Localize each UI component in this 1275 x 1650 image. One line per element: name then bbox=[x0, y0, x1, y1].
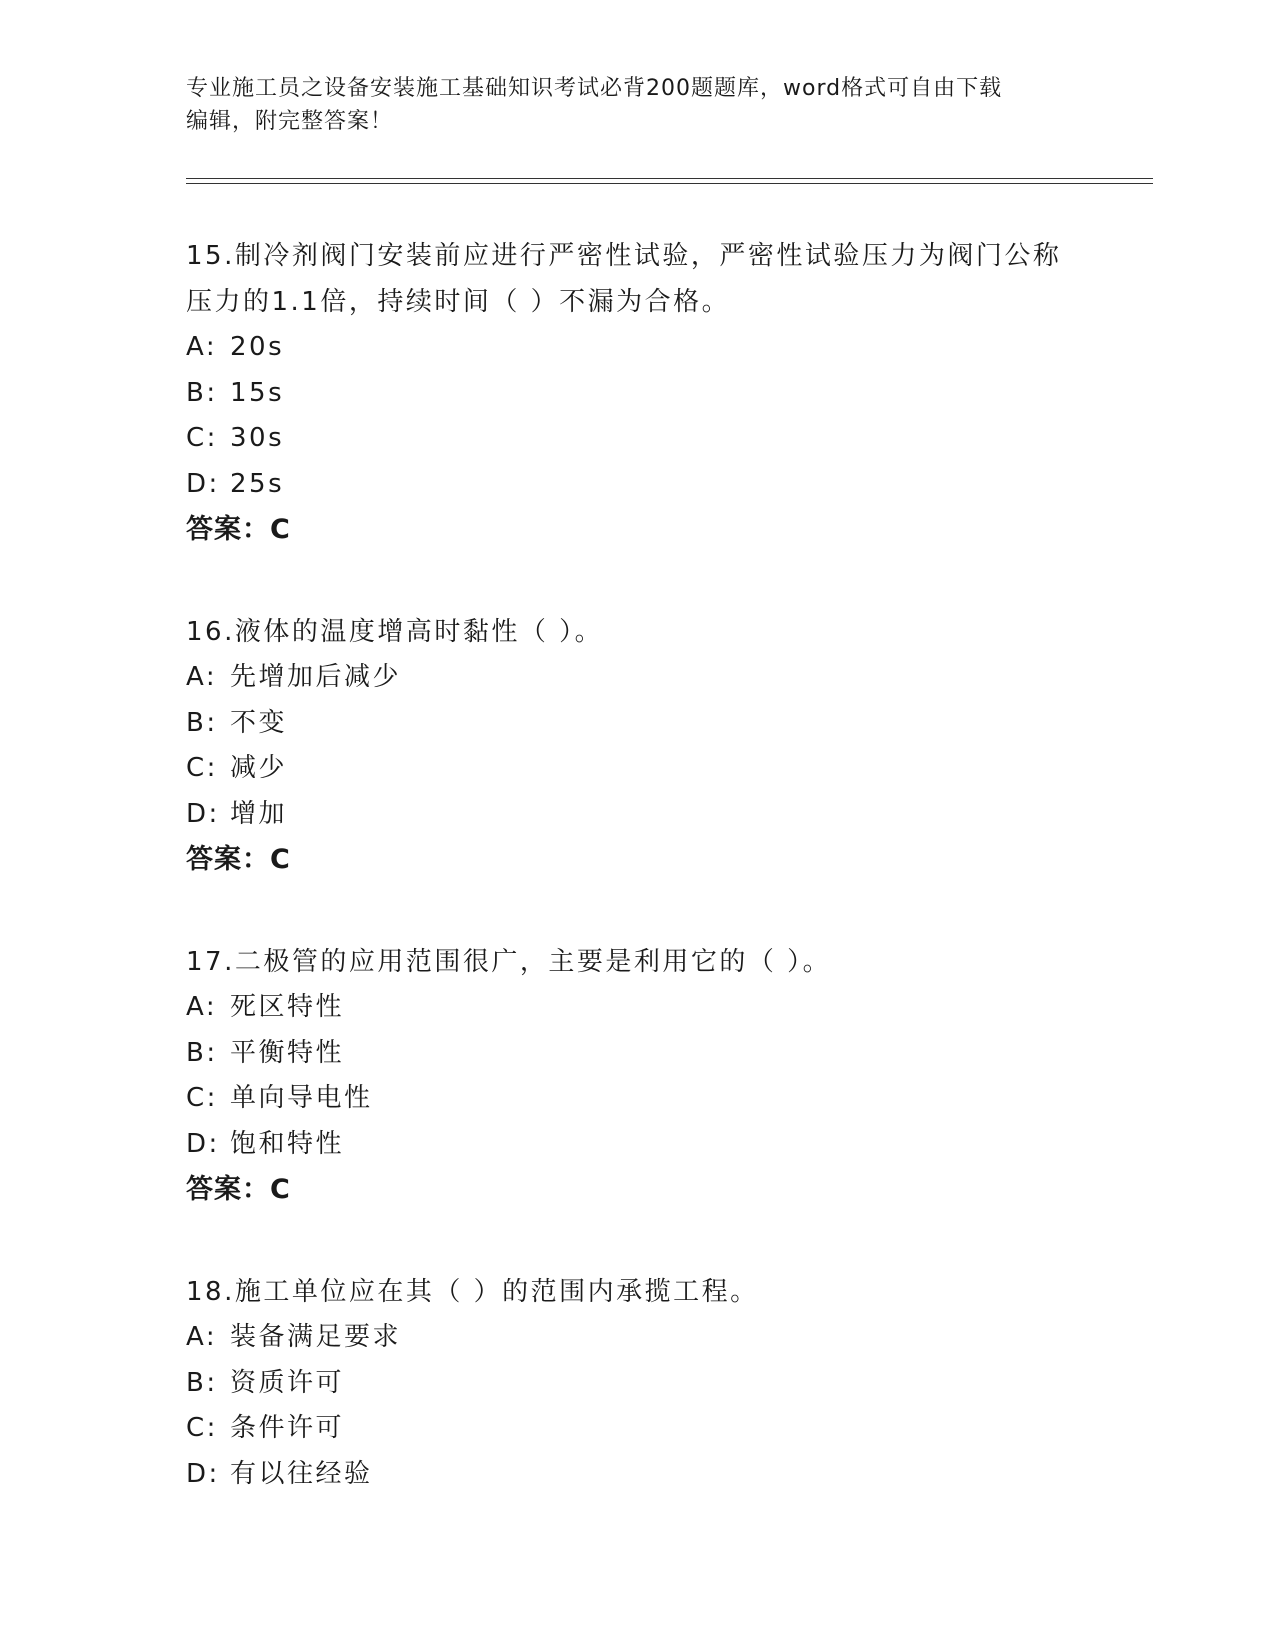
option-key: A: bbox=[186, 662, 218, 692]
option-text: 增加 bbox=[230, 798, 288, 829]
header-line-1: 专业施工员之设备安装施工基础知识考试必背200题题库，word格式可自由下载 bbox=[186, 76, 1003, 101]
option-key: C: bbox=[186, 423, 218, 453]
option-d bbox=[186, 792, 1086, 838]
question-text: 压力的1.1倍，持续时间（ ）不漏为合格。 bbox=[186, 286, 731, 317]
option-key: D: bbox=[186, 1128, 220, 1159]
header-divider-bottom bbox=[186, 183, 1153, 184]
question-text: 18.施工单位应在其（ ）的范围内承揽工程。 bbox=[186, 1276, 759, 1307]
header-divider-top bbox=[186, 178, 1153, 179]
option-key: A: bbox=[186, 992, 218, 1022]
option-c bbox=[186, 416, 1086, 462]
document-header bbox=[186, 72, 1076, 138]
question-15 bbox=[186, 234, 1086, 553]
option-text: 条件许可 bbox=[230, 1413, 345, 1443]
option-a bbox=[186, 985, 1086, 1031]
option-d bbox=[186, 1122, 1086, 1168]
option-d bbox=[186, 1452, 1086, 1498]
option-b bbox=[186, 701, 1086, 747]
question-18 bbox=[186, 1270, 1086, 1498]
option-text: 有以往经验 bbox=[230, 1458, 373, 1489]
option-text: 饱和特性 bbox=[230, 1128, 345, 1159]
option-text: 平衡特性 bbox=[230, 1037, 345, 1068]
option-key: C: bbox=[186, 1413, 218, 1443]
answer: 答案：C bbox=[186, 514, 291, 545]
option-c bbox=[186, 1406, 1086, 1452]
option-key: D: bbox=[186, 798, 220, 829]
option-text: 资质许可 bbox=[230, 1367, 345, 1398]
question-16 bbox=[186, 610, 1086, 883]
option-text: 25s bbox=[230, 468, 285, 499]
question-17 bbox=[186, 940, 1086, 1213]
option-key: A: bbox=[186, 332, 218, 362]
option-key: B: bbox=[186, 1367, 218, 1398]
option-key: D: bbox=[186, 1458, 220, 1489]
question-text: 17.二极管的应用范围很广，主要是利用它的（ ）。 bbox=[186, 946, 832, 977]
option-c bbox=[186, 1076, 1086, 1122]
option-text: 装备满足要求 bbox=[230, 1322, 402, 1352]
question-text: 15.制冷剂阀门安装前应进行严密性试验，严密性试验压力为阀门公称 bbox=[186, 241, 1062, 271]
option-a bbox=[186, 1315, 1086, 1361]
option-key: B: bbox=[186, 377, 218, 408]
option-text: 20s bbox=[230, 332, 285, 362]
option-d bbox=[186, 462, 1086, 508]
option-key: C: bbox=[186, 1083, 218, 1113]
option-key: A: bbox=[186, 1322, 218, 1352]
option-key: C: bbox=[186, 753, 218, 783]
question-text: 16.液体的温度增高时黏性（ ）。 bbox=[186, 616, 604, 647]
option-text: 不变 bbox=[230, 707, 288, 738]
option-text: 单向导电性 bbox=[230, 1083, 373, 1113]
option-b bbox=[186, 1361, 1086, 1407]
option-text: 30s bbox=[230, 423, 285, 453]
option-text: 15s bbox=[230, 377, 285, 408]
question-list bbox=[186, 234, 1086, 1497]
option-key: D: bbox=[186, 468, 220, 499]
answer: 答案：C bbox=[186, 844, 291, 875]
option-a bbox=[186, 325, 1086, 371]
header-line-2: 编辑，附完整答案！ bbox=[186, 109, 394, 134]
option-c bbox=[186, 746, 1086, 792]
answer: 答案：C bbox=[186, 1174, 291, 1205]
option-b bbox=[186, 371, 1086, 417]
option-text: 先增加后减少 bbox=[230, 662, 402, 692]
option-text: 死区特性 bbox=[230, 992, 345, 1022]
option-text: 减少 bbox=[230, 753, 288, 783]
option-b bbox=[186, 1031, 1086, 1077]
option-a bbox=[186, 655, 1086, 701]
option-key: B: bbox=[186, 707, 218, 738]
option-key: B: bbox=[186, 1037, 218, 1068]
